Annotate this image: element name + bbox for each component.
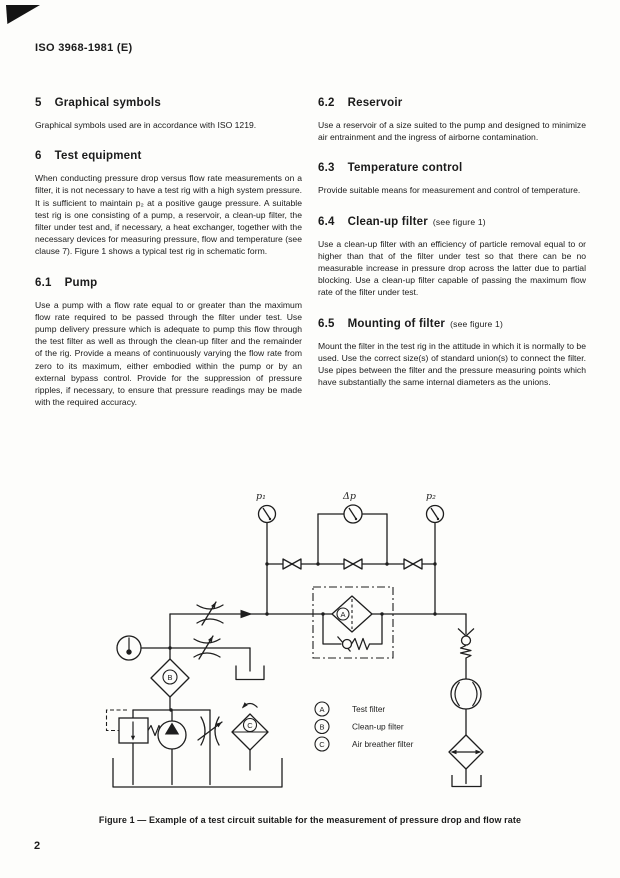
section-heading-6-3 [318, 162, 586, 174]
section-heading-6-2 [318, 97, 586, 109]
pressure-gauges [259, 505, 444, 523]
figure-caption: Figure 1 — Example of a test circuit suitable for the measurement of pressure drop and flow rate [98, 815, 522, 825]
section-number: 6.2 [318, 97, 335, 109]
section-heading-5 [35, 97, 302, 109]
legend-a-key: A [319, 704, 325, 714]
page-number: 2 [34, 840, 41, 852]
paragraph: Use a reservoir of a size suited to the pump and designed to minimize air entrainment and the ingress of airborne contamination. [318, 120, 586, 143]
section-title: Mounting of filter [347, 317, 446, 330]
section-number: 6.4 [318, 215, 335, 228]
paragraph: When conducting pressure drop versus flow rate measurements on a filter, it is not necessary to have a test rig with a high system pressure. It is sufficient to maintain p₂ at a positive gauge pressure. A suitable test rig is one consisting of a pump, a reservoir, a clean-up filter, the filter under test and, if necessary, a heat exchanger, together with the necessary devices for measuring pressure, flow and temperature (see clause 7). Figure 1 shows a typical test rig in schematic form. [35, 173, 302, 257]
section-heading-6-5 [318, 318, 586, 330]
pump-symbol [158, 721, 186, 749]
section-number: 6 [35, 150, 42, 163]
figure-1-schematic [0, 480, 620, 815]
section-title: Graphical symbols [54, 97, 161, 109]
air-breather-filter-symbol [232, 702, 268, 750]
section-suffix: (see figure 1) [450, 318, 503, 329]
legend-b-key: B [319, 722, 325, 732]
flow-restrictor-icons [194, 602, 223, 745]
section-title: Clean-up filter [347, 215, 428, 228]
scan-corner-artifact [6, 5, 40, 24]
section-number: 6.3 [318, 162, 335, 175]
check-valve-spring-icon [461, 646, 472, 659]
relief-valve-symbol [107, 710, 165, 743]
clean-up-filter-symbol [151, 659, 189, 697]
section-number: 5 [35, 97, 42, 109]
thermometer-icon [117, 636, 141, 660]
gauge-p2-icon [427, 506, 444, 523]
gauge-p1-icon [259, 506, 276, 523]
section-heading-6-1 [35, 277, 302, 289]
paragraph: Use a pump with a flow rate equal to or greater than the maximum flow rate required to be passed through the filter under test. Use pump delivery pressure which is adequate to pump this flow through the test filter as well as through the clean-up filter and the remainder of the rig. Provide a means of continuously varying the flow rate from zero to its maximum, either embodied within the pump or by an external bypass control. Provide for the suppression of pressure ripples, if necessary, to ensure that pressure readings may be made with the required accuracy. [35, 299, 302, 408]
bypass-check-valve-icon [343, 640, 352, 649]
gauge-label-p1: p₁ [256, 491, 266, 502]
figure-legend [315, 702, 414, 751]
right-column [318, 97, 586, 392]
gauge-labels [256, 491, 436, 502]
legend-c-label: Air breather filter [352, 738, 414, 749]
section-title: Reservoir [347, 97, 403, 109]
flow-arrow-icon [241, 610, 253, 619]
document-header: ISO 3968-1981 (E) [35, 42, 133, 54]
gauge-dp-icon [344, 505, 362, 523]
paragraph: Provide suitable means for measurement and control of temperature. [318, 185, 581, 196]
legend-b-label: Clean-up filter [352, 721, 404, 732]
section-title: Temperature control [347, 162, 463, 175]
section-number: 6.1 [35, 276, 52, 289]
main-reservoir [113, 758, 282, 787]
section-title: Test equipment [54, 150, 142, 163]
section-title: Pump [64, 276, 98, 289]
legend-a-label: Test filter [352, 703, 386, 714]
filter-a-letter: A [340, 609, 346, 619]
gauge-label-p2: p₂ [426, 491, 436, 502]
paragraph: Mount the filter in the test rig in the attitude in which it is normally to be used. Use the correct size(s) of standard union(s) to connect the filter. Use pipes between the filter and the pressure measuring points which have substantially the same internal diameters as the unions. [318, 340, 586, 388]
legend-c-key: C [319, 739, 325, 749]
section-suffix: (see figure 1) [432, 216, 486, 227]
test-filter-assembly [313, 587, 393, 658]
filter-c-letter: C [247, 720, 253, 730]
flow-meter-icon [451, 679, 481, 709]
section-heading-6 [35, 150, 302, 162]
section-number: 6.5 [318, 317, 335, 330]
gauge-label-dp: Δp [343, 491, 356, 502]
heat-exchanger-icon [449, 735, 483, 769]
paragraph: Graphical symbols used are in accordance with ISO 1219. [35, 120, 257, 130]
left-column [35, 97, 302, 412]
paragraph: Use a clean-up filter with an efficiency of particle removal equal to or higher than that of the filter under test so that there can be no measurable increase in pressure drop across the latter due to partial blocking. Use a clean-up filter capable of passing the maximum flow rate of the filter under test. [318, 238, 586, 298]
section-heading-6-4 [318, 216, 586, 228]
bypass-spring-icon [352, 639, 370, 650]
junction-dots [168, 562, 436, 711]
filter-b-letter: B [167, 672, 173, 682]
check-valve-icon [462, 636, 471, 645]
